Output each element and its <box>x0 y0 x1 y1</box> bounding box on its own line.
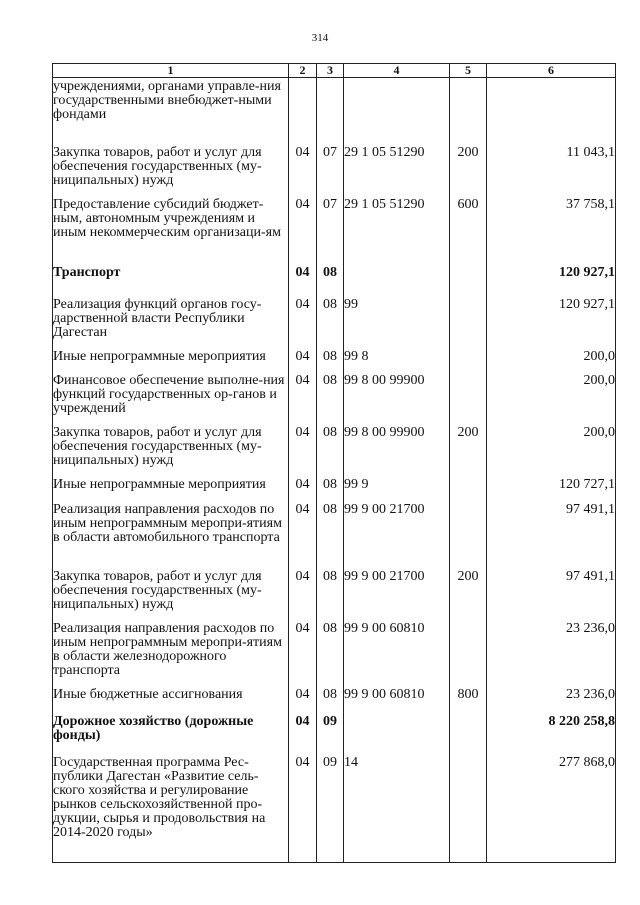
row-section: 04 <box>289 416 317 468</box>
row-section: 04 <box>289 705 317 746</box>
col-header-expense-type: 5 <box>450 64 487 78</box>
row-name: Дорожное хозяйство (дорожные фонды) <box>53 705 289 746</box>
row-expense-type: 600 <box>450 188 487 256</box>
row-name: Иные бюджетные ассигнования <box>53 678 289 705</box>
row-amount: 120 727,1 <box>487 468 616 493</box>
row-section: 04 <box>289 746 317 863</box>
row-subsection: 08 <box>317 612 344 678</box>
row-section: 04 <box>289 678 317 705</box>
row-section: 04 <box>289 288 317 340</box>
row-expense-type <box>450 493 487 560</box>
table-row <box>53 705 616 746</box>
row-expense-type <box>450 746 487 863</box>
row-target-code: 99 9 <box>344 468 450 493</box>
row-subsection <box>317 78 344 136</box>
row-amount: 200,0 <box>487 416 616 468</box>
table-row <box>53 746 616 863</box>
row-expense-type <box>450 288 487 340</box>
row-target-code: 99 8 <box>344 340 450 364</box>
table-row <box>53 78 616 136</box>
row-section <box>289 78 317 136</box>
row-amount: 8 220 258,8 <box>487 705 616 746</box>
col-header-name: 1 <box>53 64 289 78</box>
row-expense-type: 200 <box>450 416 487 468</box>
row-subsection: 08 <box>317 560 344 612</box>
row-target-code <box>344 705 450 746</box>
page-number: 314 <box>311 32 329 44</box>
table-row <box>53 136 616 188</box>
row-subsection: 09 <box>317 705 344 746</box>
row-target-code: 99 9 00 21700 <box>344 560 450 612</box>
row-expense-type <box>450 612 487 678</box>
row-amount: 120 927,1 <box>487 288 616 340</box>
row-subsection: 08 <box>317 288 344 340</box>
row-name: Государственная программа Рес-публики Дагестан «Развитие сель-ского хозяйства и регулирование рынков сельскохозяйственной про-дукции, сырья и продовольствия на 2014-2020 годы» <box>53 746 289 863</box>
row-subsection: 08 <box>317 364 344 416</box>
row-expense-type <box>450 364 487 416</box>
row-section: 04 <box>289 493 317 560</box>
row-expense-type: 200 <box>450 136 487 188</box>
row-name: учреждениями, органами управле-ния государственными внебюджет-ными фондами <box>53 78 289 136</box>
row-amount <box>487 78 616 136</box>
budget-table <box>52 63 616 863</box>
row-amount: 97 491,1 <box>487 493 616 560</box>
row-target-code <box>344 256 450 288</box>
row-amount: 277 868,0 <box>487 746 616 863</box>
row-name: Закупка товаров, работ и услуг для обеспечения государственных (му-ниципальных) нужд <box>53 416 289 468</box>
col-header-subsection: 3 <box>317 64 344 78</box>
row-amount: 97 491,1 <box>487 560 616 612</box>
row-section: 04 <box>289 612 317 678</box>
col-header-target-code: 4 <box>344 64 450 78</box>
table-row <box>53 188 616 256</box>
row-name: Финансовое обеспечение выполне-ния функций государственных ор-ганов и учреждений <box>53 364 289 416</box>
table-row <box>53 612 616 678</box>
row-expense-type: 800 <box>450 678 487 705</box>
row-subsection: 07 <box>317 136 344 188</box>
row-amount: 11 043,1 <box>487 136 616 188</box>
row-name: Закупка товаров, работ и услуг для обеспечения государственных (му-ниципальных) нужд <box>53 136 289 188</box>
row-subsection: 08 <box>317 493 344 560</box>
row-amount: 120 927,1 <box>487 256 616 288</box>
row-name: Реализация направления расходов по иным непрограммным меропри-ятиям в области автомобильного транспорта <box>53 493 289 560</box>
row-name: Реализация направления расходов по иным непрограммным меропри-ятиям в области железнодорожного транспорта <box>53 612 289 678</box>
row-target-code: 14 <box>344 746 450 863</box>
table-row <box>53 468 616 493</box>
table-row <box>53 416 616 468</box>
row-target-code: 99 9 00 60810 <box>344 612 450 678</box>
row-section: 04 <box>289 364 317 416</box>
row-expense-type <box>450 78 487 136</box>
row-amount: 200,0 <box>487 340 616 364</box>
row-section: 04 <box>289 256 317 288</box>
row-target-code: 99 9 00 60810 <box>344 678 450 705</box>
row-amount: 200,0 <box>487 364 616 416</box>
row-name: Реализация функций органов госу-дарственной власти Республики Дагестан <box>53 288 289 340</box>
row-subsection: 07 <box>317 188 344 256</box>
row-expense-type <box>450 340 487 364</box>
table-row <box>53 560 616 612</box>
row-subsection: 08 <box>317 416 344 468</box>
row-section: 04 <box>289 340 317 364</box>
row-target-code: 29 1 05 51290 <box>344 188 450 256</box>
row-name: Иные непрограммные мероприятия <box>53 340 289 364</box>
row-amount: 23 236,0 <box>487 678 616 705</box>
row-section: 04 <box>289 560 317 612</box>
row-name: Предоставление субсидий бюджет-ным, автономным учреждениям и иным некоммерческим организаци-ям <box>53 188 289 256</box>
col-header-amount: 6 <box>487 64 616 78</box>
table-row <box>53 288 616 340</box>
table-row <box>53 256 616 288</box>
row-target-code <box>344 78 450 136</box>
table-row <box>53 678 616 705</box>
row-amount: 23 236,0 <box>487 612 616 678</box>
row-section: 04 <box>289 188 317 256</box>
row-amount: 37 758,1 <box>487 188 616 256</box>
row-expense-type <box>450 256 487 288</box>
row-subsection: 08 <box>317 468 344 493</box>
table-row <box>53 340 616 364</box>
row-target-code: 99 8 00 99900 <box>344 416 450 468</box>
table-header-row <box>53 64 616 78</box>
row-subsection: 08 <box>317 678 344 705</box>
row-expense-type: 200 <box>450 560 487 612</box>
row-name: Закупка товаров, работ и услуг для обеспечения государственных (му-ниципальных) нужд <box>53 560 289 612</box>
row-name: Транспорт <box>53 256 289 288</box>
row-subsection: 08 <box>317 340 344 364</box>
col-header-section: 2 <box>289 64 317 78</box>
row-target-code: 29 1 05 51290 <box>344 136 450 188</box>
row-subsection: 08 <box>317 256 344 288</box>
table-row <box>53 364 616 416</box>
row-expense-type <box>450 468 487 493</box>
row-target-code: 99 9 00 21700 <box>344 493 450 560</box>
row-expense-type <box>450 705 487 746</box>
row-name: Иные непрограммные мероприятия <box>53 468 289 493</box>
row-target-code: 99 <box>344 288 450 340</box>
table-row <box>53 493 616 560</box>
row-section: 04 <box>289 468 317 493</box>
row-target-code: 99 8 00 99900 <box>344 364 450 416</box>
row-section: 04 <box>289 136 317 188</box>
row-subsection: 09 <box>317 746 344 863</box>
